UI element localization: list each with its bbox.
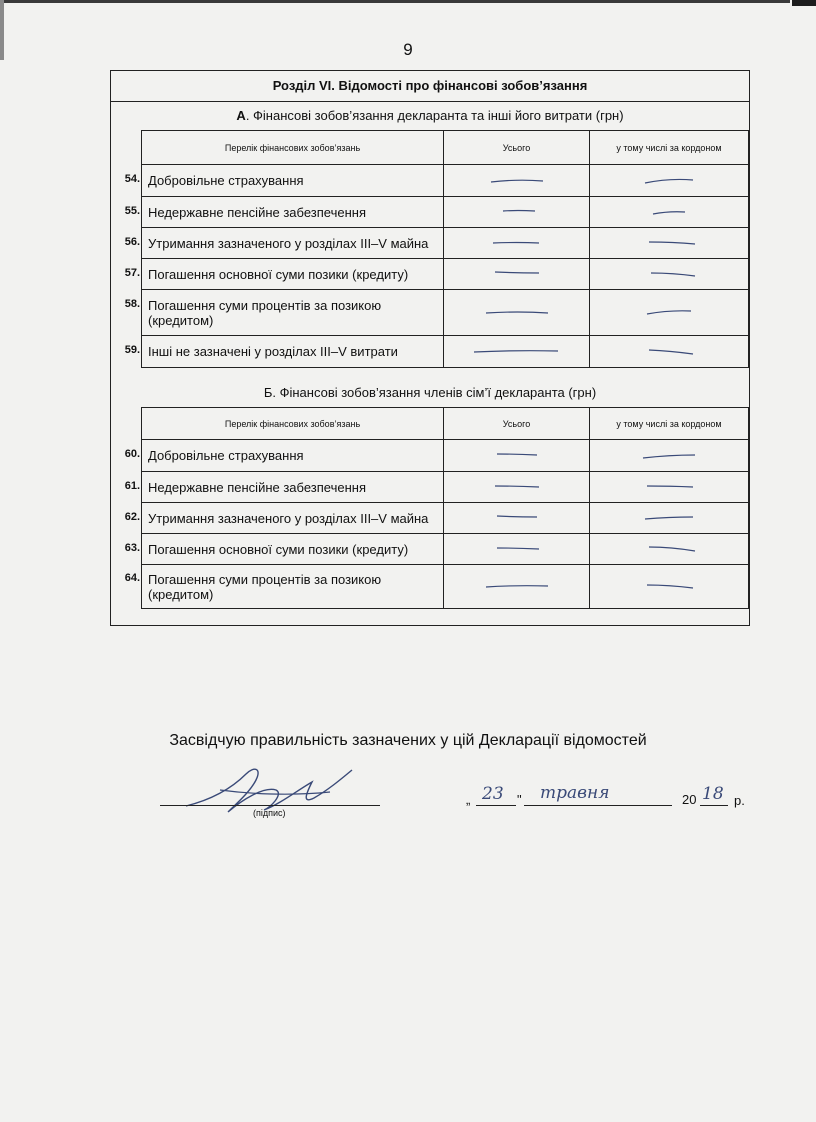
column-header-list: Перелік фінансових зобов’язань	[142, 131, 444, 165]
row-label: Добровільне страхування	[148, 448, 304, 463]
abroad-cell	[590, 165, 749, 197]
table-row	[142, 472, 749, 503]
date-day-handwritten: 23	[482, 784, 504, 804]
row-label-cell	[124, 534, 444, 565]
handwritten-dash-mark	[639, 177, 699, 185]
handwritten-dash-mark	[639, 514, 699, 522]
column-header-total: Усього	[444, 131, 590, 165]
row-number: 64.	[124, 571, 140, 584]
abroad-cell	[590, 197, 749, 228]
handwritten-dash-mark	[639, 348, 699, 356]
part-a-table	[124, 130, 749, 368]
row-number: 57.	[124, 266, 140, 279]
column-header-abroad: у тому числі за кордоном	[590, 131, 749, 165]
abroad-cell	[590, 336, 749, 368]
row-label-cell	[124, 565, 444, 609]
total-cell	[444, 534, 590, 565]
column-header-list: Перелік фінансових зобов’язань	[142, 408, 444, 440]
handwritten-dash-mark	[487, 208, 547, 216]
table-row	[142, 534, 749, 565]
year-suffix-handwritten: 18	[702, 784, 724, 804]
handwritten-dash-mark	[482, 309, 552, 317]
table-row	[142, 336, 749, 368]
signature-line	[160, 805, 380, 806]
row-label-cell	[124, 259, 444, 290]
row-number: 55.	[124, 204, 140, 217]
part-a-title	[111, 108, 749, 123]
abroad-cell	[590, 503, 749, 534]
total-cell	[444, 565, 590, 609]
handwritten-dash-mark	[487, 452, 547, 460]
row-number: 61.	[124, 479, 140, 492]
column-header-abroad: у тому числі за кордоном	[590, 408, 749, 440]
table-row	[142, 165, 749, 197]
row-label-cell	[124, 228, 444, 259]
row-label: Погашення основної суми позики (кредиту)	[148, 541, 409, 557]
month-line	[524, 805, 672, 806]
handwritten-dash-mark	[487, 177, 547, 185]
handwritten-dash-mark	[487, 545, 547, 553]
date-open-quote: „	[466, 792, 471, 807]
row-label-cell	[124, 472, 444, 503]
handwritten-dash-mark	[487, 483, 547, 491]
table-row	[142, 259, 749, 290]
date-close-quote: "	[517, 792, 522, 807]
total-cell	[444, 336, 590, 368]
handwritten-dash-mark	[487, 270, 547, 278]
year-unit: р.	[734, 793, 745, 808]
signature-label: (підпис)	[253, 808, 286, 818]
total-cell	[444, 228, 590, 259]
total-cell	[444, 503, 590, 534]
row-number: 60.	[124, 448, 140, 460]
year-prefix: 20	[682, 792, 697, 807]
handwritten-dash-mark	[472, 348, 562, 356]
row-number: 62.	[124, 510, 140, 523]
table-row	[142, 290, 749, 336]
handwritten-dash-mark	[487, 239, 547, 247]
row-label: Добровільне страхування	[148, 173, 304, 188]
row-label-cell	[124, 503, 444, 534]
page-number: 9	[403, 40, 413, 59]
table-header-row	[142, 408, 749, 440]
section-title: Розділ VI. Відомості про фінансові зобов’язання	[111, 71, 749, 102]
handwritten-dash-mark	[487, 514, 547, 522]
part-b-table	[124, 407, 749, 609]
row-label: Інші не зазначені у розділах III–V витрати	[148, 344, 398, 359]
total-cell	[444, 165, 590, 197]
row-number: 58.	[124, 297, 140, 310]
date-month-handwritten: травня	[540, 783, 610, 803]
part-b-title: Б. Фінансові зобов’язання членів сім’ї декларанта (грн)	[263, 385, 597, 400]
row-label-cell	[124, 336, 444, 368]
row-label: Погашення суми процентів за позикою (кредитом)	[148, 297, 382, 328]
part-a-letter: А	[236, 108, 246, 123]
table-row	[142, 565, 749, 609]
total-cell	[444, 440, 590, 472]
abroad-cell	[590, 228, 749, 259]
row-label: Утримання зазначеного у розділах III–V майна	[148, 510, 429, 526]
row-label: Утримання зазначеного у розділах III–V майна	[148, 235, 429, 251]
total-cell	[444, 197, 590, 228]
day-line	[476, 805, 516, 806]
column-header-total: Усього	[444, 408, 590, 440]
year-line	[700, 805, 728, 806]
table-row	[142, 440, 749, 472]
handwritten-dash-mark	[639, 452, 699, 460]
handwritten-dash-mark	[639, 270, 699, 278]
row-label-cell	[124, 165, 444, 197]
abroad-cell	[590, 565, 749, 609]
row-label: Погашення суми процентів за позикою (кредитом)	[148, 571, 382, 602]
table-row	[142, 503, 749, 534]
row-label: Недержавне пенсійне забезпечення	[148, 479, 366, 495]
row-label: Недержавне пенсійне забезпечення	[148, 204, 366, 220]
handwritten-dash-mark	[639, 545, 699, 553]
certification-statement: Засвідчую правильність зазначених у цій Декларації відомостей	[169, 732, 647, 749]
handwritten-dash-mark	[639, 208, 699, 216]
handwritten-dash-mark	[639, 309, 699, 317]
abroad-cell	[590, 534, 749, 565]
row-number: 59.	[124, 344, 140, 356]
total-cell	[444, 472, 590, 503]
total-cell	[444, 259, 590, 290]
handwritten-dash-mark	[639, 583, 699, 591]
abroad-cell	[590, 259, 749, 290]
table-header-row	[142, 131, 749, 165]
section-frame	[110, 70, 750, 626]
handwritten-dash-mark	[482, 583, 552, 591]
row-label: Погашення основної суми позики (кредиту)	[148, 266, 409, 282]
table-row	[142, 228, 749, 259]
row-label-cell	[124, 290, 444, 336]
row-number: 56.	[124, 235, 140, 248]
part-a-title-text: . Фінансові зобов’язання декларанта та інші його витрати (грн)	[245, 108, 624, 123]
scan-border-top	[0, 0, 790, 3]
row-number: 63.	[124, 541, 140, 554]
abroad-cell	[590, 440, 749, 472]
row-label-cell	[124, 197, 444, 228]
total-cell	[444, 290, 590, 336]
scan-corner-mark	[792, 0, 816, 6]
abroad-cell	[590, 290, 749, 336]
table-row	[142, 197, 749, 228]
abroad-cell	[590, 472, 749, 503]
handwritten-dash-mark	[639, 239, 699, 247]
handwritten-dash-mark	[639, 483, 699, 491]
row-label-cell	[124, 440, 444, 472]
row-number: 54.	[124, 173, 140, 185]
